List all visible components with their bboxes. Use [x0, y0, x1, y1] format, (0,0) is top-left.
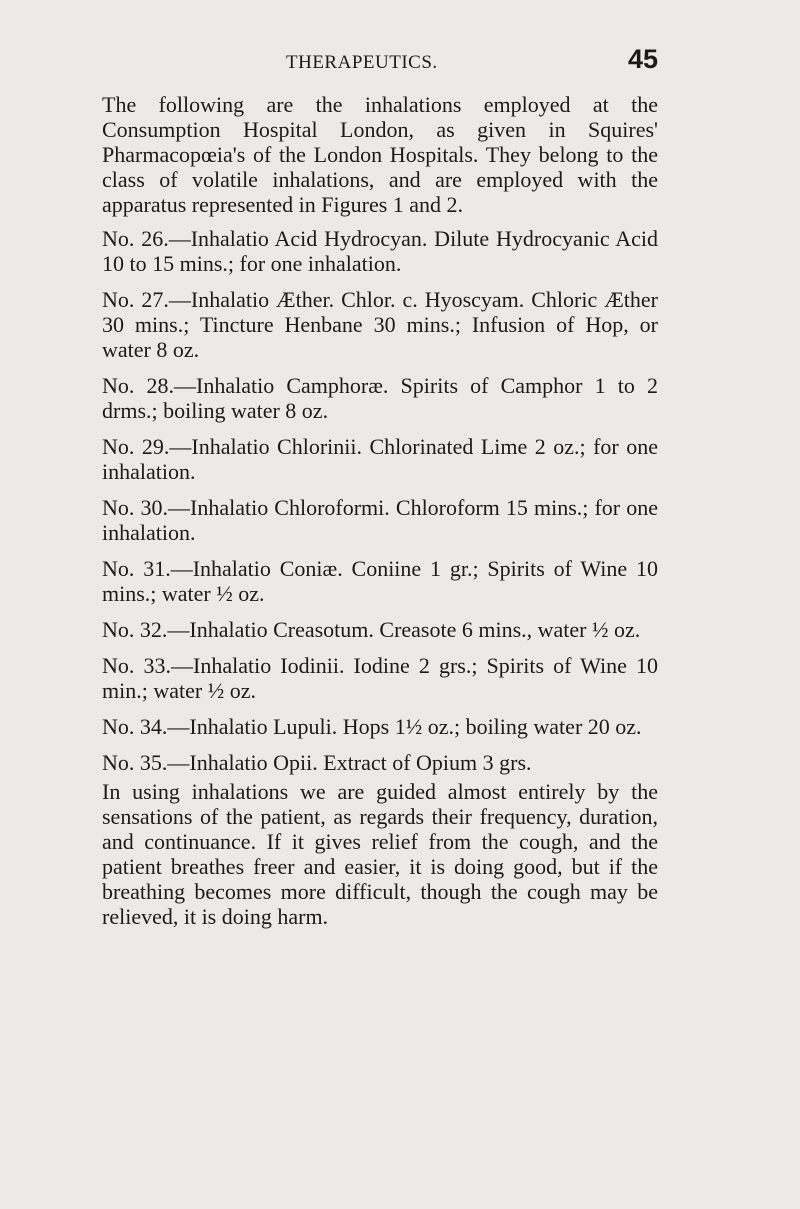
entry-number: No. 28.	[102, 373, 175, 398]
running-title: THERAPEUTICS.	[286, 52, 438, 73]
entry-text: —Inhalatio Chlorinii. Chlorinated Lime 2 oz.; for one inhalation.	[102, 434, 658, 484]
entry-29	[102, 434, 658, 484]
entry-number: No. 26.	[102, 226, 169, 251]
closing-paragraph: In using inhalations we are guided almost entirely by the sensations of the patient, as regards their frequency, duration, and continuance. If it gives relief from the cough, and the patient breathes freer and easier, it is doing good, but if the breathing becomes more difficult, though the cough may be relieved, it is doing harm.	[102, 779, 658, 929]
running-head	[98, 44, 658, 78]
entry-text: —Inhalatio Iodinii. Iodine 2 grs.; Spirits of Wine 10 min.; water ½ oz.	[102, 653, 658, 703]
entry-30	[102, 495, 658, 545]
entry-number: No. 34.	[102, 714, 168, 739]
intro-paragraph: The following are the inhalations employed at the Consumption Hospital London, as given in Squires' Pharmacopœia's of the London Hospitals. They belong to the class of volatile inhalations, and are employed with the apparatus represented in Figures 1 and 2.	[102, 92, 658, 217]
body-text	[102, 92, 658, 940]
entry-31	[102, 556, 658, 606]
entry-number: No. 30.	[102, 495, 168, 520]
entry-33	[102, 653, 658, 703]
entry-text: —Inhalatio Æther. Chlor. c. Hyoscyam. Chloric Æther 30 mins.; Tincture Henbane 30 mins.; Infusion of Hop, or water 8 oz.	[102, 287, 658, 362]
entry-text: —Inhalatio Creasotum. Creasote 6 mins., water ½ oz.	[167, 617, 641, 642]
entry-number: No. 35.	[102, 750, 168, 775]
entry-34	[102, 714, 658, 739]
entry-35	[102, 750, 658, 775]
entry-27	[102, 287, 658, 362]
entry-number: No. 31.	[102, 556, 171, 581]
entry-text: —Inhalatio Coniæ. Coniine 1 gr.; Spirits of Wine 10 mins.; water ½ oz.	[102, 556, 658, 606]
entry-32	[102, 617, 658, 642]
entry-text: —Inhalatio Chloroformi. Chloroform 15 mins.; for one inhalation.	[102, 495, 659, 545]
entry-number: No. 33.	[102, 653, 171, 678]
entry-text: —Inhalatio Opii. Extract of Opium 3 grs.	[167, 750, 532, 775]
entry-number: No. 27.	[102, 287, 169, 312]
entry-number: No. 32.	[102, 617, 168, 642]
entry-28	[102, 373, 658, 423]
entry-26	[102, 226, 658, 276]
entry-text: —Inhalatio Camphoræ. Spirits of Camphor 1 to 2 drms.; boiling water 8 oz.	[102, 373, 658, 423]
entry-number: No. 29.	[102, 434, 170, 459]
entry-text: —Inhalatio Acid Hydrocyan. Dilute Hydrocyanic Acid 10 to 15 mins.; for one inhalation.	[102, 226, 658, 276]
entry-text: —Inhalatio Lupuli. Hops 1½ oz.; boiling water 20 oz.	[167, 714, 642, 739]
page-number: 45	[627, 44, 658, 74]
